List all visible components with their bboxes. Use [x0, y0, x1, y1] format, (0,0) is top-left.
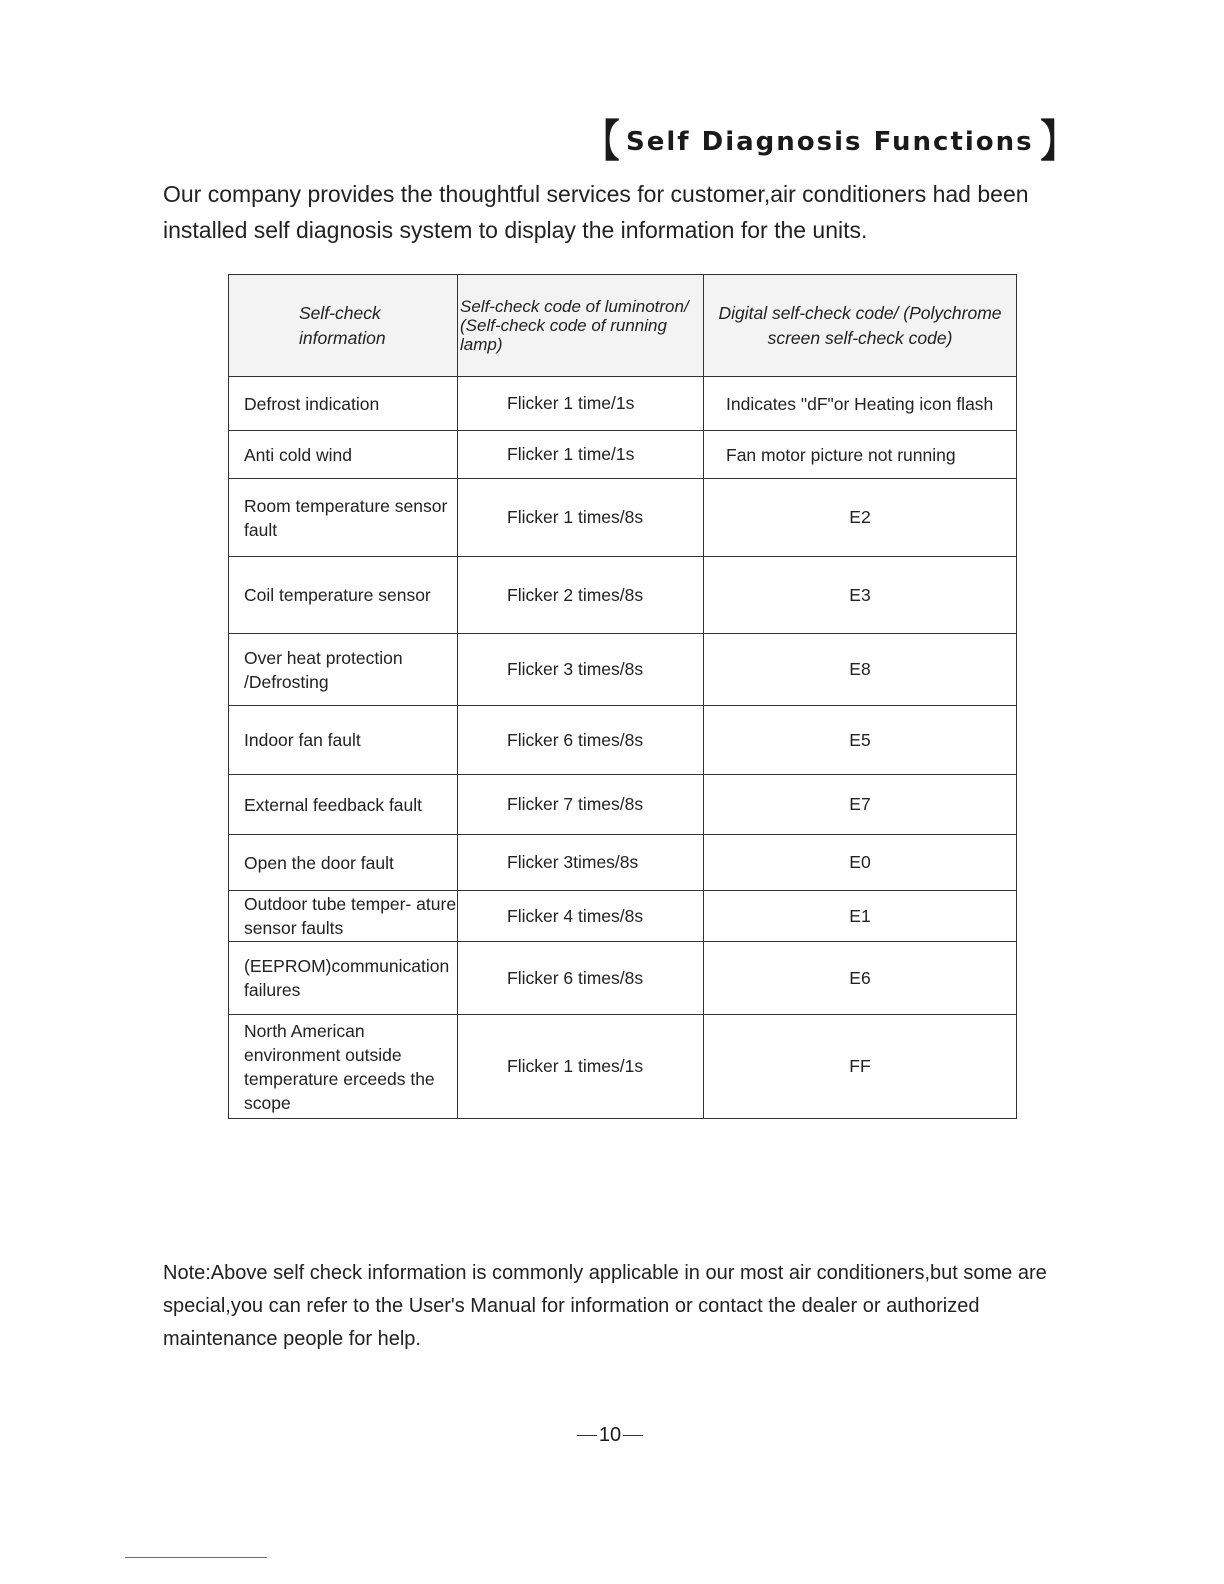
cell-lamp-code: Flicker 3 times/8s	[458, 634, 704, 706]
self-check-table	[228, 274, 1017, 1119]
footer-rule	[125, 1557, 267, 1558]
cell-info: Room temperature sensor fault	[229, 479, 458, 557]
cell-info: Outdoor tube temper- ature sensor faults	[229, 891, 458, 942]
cell-digital-code: E5	[704, 706, 1017, 775]
table-row	[229, 377, 1017, 431]
cell-lamp-code: Flicker 1 time/1s	[458, 431, 704, 479]
page-number-dash-left	[577, 1435, 597, 1436]
table-row	[229, 431, 1017, 479]
cell-digital-code: FF	[704, 1015, 1017, 1119]
cell-info: Defrost indication	[229, 377, 458, 431]
cell-digital-code: E6	[704, 942, 1017, 1015]
table-row	[229, 891, 1017, 942]
table-row	[229, 557, 1017, 634]
table-row	[229, 942, 1017, 1015]
cell-lamp-code: Flicker 2 times/8s	[458, 557, 704, 634]
cell-lamp-code: Flicker 3times/8s	[458, 835, 704, 891]
cell-digital-code: E2	[704, 479, 1017, 557]
cell-lamp-code: Flicker 7 times/8s	[458, 775, 704, 835]
cell-info: Anti cold wind	[229, 431, 458, 479]
page-number	[574, 1422, 646, 1448]
table-row	[229, 706, 1017, 775]
header-self-check-info: Self-check information	[229, 275, 458, 377]
cell-lamp-code: Flicker 1 times/8s	[458, 479, 704, 557]
cell-lamp-code: Flicker 6 times/8s	[458, 942, 704, 1015]
cell-digital-code: E0	[704, 835, 1017, 891]
note-paragraph: Note:Above self check information is commonly applicable in our most air conditioners,but some are special,you can refer to the User's Manual for information or contact the dealer or authorized maintenance people for help.	[163, 1262, 1047, 1350]
header-luminotron-code: Self-check code of luminotron/ (Self-check code of running lamp)	[458, 275, 704, 377]
table-row	[229, 1015, 1017, 1119]
cell-lamp-code: Flicker 6 times/8s	[458, 706, 704, 775]
cell-info: North American environment outside temperature erceeds the scope	[229, 1015, 458, 1119]
cell-lamp-code: Flicker 1 time/1s	[458, 377, 704, 431]
table-row	[229, 634, 1017, 706]
table-row	[229, 775, 1017, 835]
cell-digital-code: E1	[704, 891, 1017, 942]
table-header-row	[229, 275, 1017, 377]
table-row	[229, 479, 1017, 557]
cell-info: Coil temperature sensor	[229, 557, 458, 634]
cell-lamp-code: Flicker 4 times/8s	[458, 891, 704, 942]
cell-digital-code: Fan motor picture not running	[704, 431, 1017, 479]
title-text: Self Diagnosis Functions	[626, 127, 1034, 157]
cell-lamp-code: Flicker 1 times/1s	[458, 1015, 704, 1119]
cell-info: (EEPROM)communication failures	[229, 942, 458, 1015]
title-close-bracket: 】	[1040, 116, 1076, 167]
cell-info: Open the door fault	[229, 835, 458, 891]
page-number-dash-right	[623, 1435, 643, 1436]
page-number-value: 10	[598, 1423, 622, 1446]
cell-info: Over heat protection /Defrosting	[229, 634, 458, 706]
cell-digital-code: E3	[704, 557, 1017, 634]
cell-digital-code: Indicates "dF"or Heating icon flash	[704, 377, 1017, 431]
header-digital-code: Digital self-check code/ (Polychrome screen self-check code)	[704, 275, 1017, 377]
cell-digital-code: E7	[704, 775, 1017, 835]
cell-info: External feedback fault	[229, 775, 458, 835]
cell-digital-code: E8	[704, 634, 1017, 706]
cell-info: Indoor fan fault	[229, 706, 458, 775]
intro-paragraph: Our company provides the thoughtful services for customer,air conditioners had been installed self diagnosis system to display the information for the units.	[163, 181, 1029, 243]
page-title	[580, 116, 1076, 167]
title-open-bracket: 【	[584, 116, 620, 167]
table-row	[229, 835, 1017, 891]
